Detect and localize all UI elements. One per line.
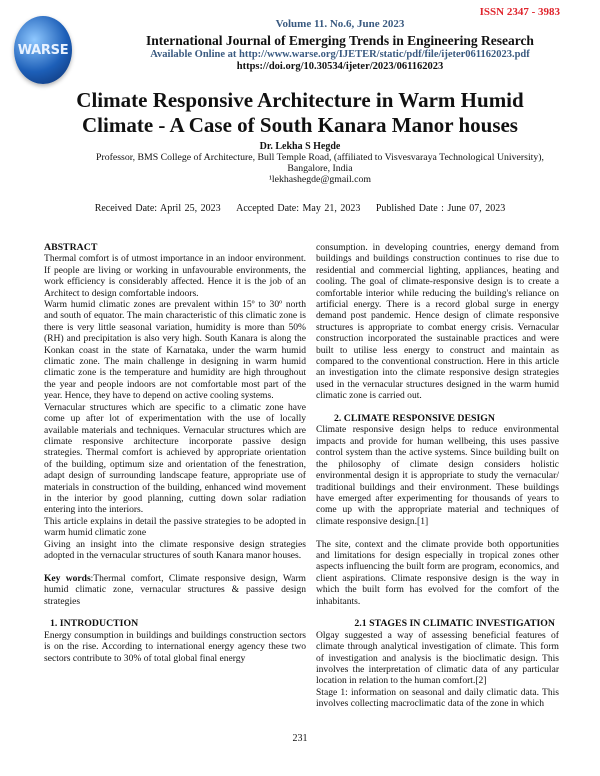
journal-name: International Journal of Emerging Trends in Engineering Research <box>146 33 534 48</box>
logo-text: WARSE <box>17 42 69 58</box>
page-number: 231 <box>292 733 308 744</box>
available-online-link[interactable]: Available Online at http://www.warse.org/IJETER/static/pdf/file/ijeter061162023.pdf <box>150 49 530 60</box>
author: Dr. Lekha S Hegde <box>259 141 341 152</box>
paragraph: Thermal comfort is of utmost importance in an indoor environment. If people are living or working in unfavourable environments, the work efficiency is considerably affected. Hence it is the job of an Architect to design comfortable indoors. <box>44 253 306 299</box>
section-2-heading: 2. CLIMATE RESPONSIVE DESIGN <box>334 413 495 425</box>
affiliation <box>40 152 600 185</box>
accepted-date: Accepted Date: May 21, 2023 <box>236 203 361 214</box>
left-column <box>44 242 306 664</box>
paragraph: Climate responsive design helps to reduce environmental impacts and provide for human wellbeing, this uses passive control system than the active systems. Since building built on the philosophy of climate design considers holistic environmental design it is appropriate to study the vernacular/ traditional buildings and their environment. These buildings have emerged after experimenting for thousands of years to come up with the appropriate material and techniques of climate responsive design.[1] <box>316 424 559 527</box>
section-2-1-heading: 2.1 STAGES IN CLIMATIC INVESTIGATION <box>354 618 555 630</box>
paragraph: Warm humid climatic zones are prevalent within 15º to 30º north and south of equator. The main characteristic of this climatic zone is there is very little seasonal variation, humidity is more than 50% (RH) and precipitation is also very high. South Kanara is along the Konkan coast in the state of Karnataka, under the warm humid climatic zone. The main challenge in designing in warm humid climatic zone is the temperature and humidity are high throughout the year and people indoors are not comfortable most part of the year. Hence, they have to depend on active cooling systems. <box>44 299 306 402</box>
published-date: Published Date : June 07, 2023 <box>375 203 506 214</box>
paragraph: This article explains in detail the passive strategies to be adopted in warm humid climatic zone <box>44 515 306 539</box>
dates <box>0 203 600 214</box>
paper-title <box>0 88 600 138</box>
doi-link[interactable]: https://doi.org/10.30534/ijeter/2023/061162023 <box>236 61 444 72</box>
paragraph: Energy consumption in buildings and buildings construction sectors is on the rise. According to international energy agency these two sectors contribute to 30% of total global final energy <box>44 629 306 664</box>
keywords-text: :Thermal comfort, Climate responsive design, Warm humid climatic zone, vernacular structures & passive design strategies <box>44 572 306 607</box>
paragraph: Stage 1: information on seasonal and daily climatic data. This involves collecting macroclimatic data of the zone in which <box>316 686 559 710</box>
affiliation-line: Professor, BMS College of Architecture, Bull Temple Road, (affiliated to Visvesvaraya Technological University), <box>95 152 545 163</box>
paragraph: Olgay suggested a way of assessing beneficial features of climate through analytical investigation of climate. This form of investigation and analysis is the bioclimatic design. This involves the interpretation of climatic data of any particular location in relation to the human comfort.[2] <box>316 629 559 687</box>
issn: ISSN 2347 - 3983 <box>479 6 560 18</box>
keywords-label: Key words <box>44 572 91 584</box>
paragraph: Giving an insight into the climate responsive design strategies adopted in the vernacular structures of south Kanara manor houses. <box>44 538 306 561</box>
volume-info: Volume 11. No.6, June 2023 <box>275 18 405 30</box>
paragraph: The site, context and the climate provide both opportunities and limitations for design especially in tropical zones other aspects influencing the built form are program, economics, and client aspirations. Climate responsive design is the way in which the built form has evolved for the comfort of the inhabitants. <box>316 538 559 607</box>
paragraph: consumption. in developing countries, energy demand from buildings and buildings construction continues to rise due to residential and commercial lighting, appliances, heating and cooling. The goal of climate-responsive design is to create a comfortable interior while reducing the building's reliance on artificial energy. There is a record global surge in energy demand post pandemic. Hence design of climate responsive structures is appropriate to combat energy crisis. Vernacular construction incorporated the sustainable practices and were built to utilise less energy to construct and maintain as compared to the conventional construction. Here in this article an investigation into the climate responsive design strategies used in the vernacular structures designed in the warm humid climatic zone is carried out. <box>316 242 559 402</box>
author-email: ¹lekhashegde@gmail.com <box>268 174 371 185</box>
right-column <box>316 242 559 710</box>
received-date: Received Date: April 25, 2023 <box>94 203 221 214</box>
introduction-heading: 1. INTRODUCTION <box>50 618 139 630</box>
title-line: Climate - A Case of South Kanara Manor houses <box>82 113 518 137</box>
affiliation-line: Bangalore, India <box>287 163 353 174</box>
paragraph: Vernacular structures which are specific to a climatic zone have come up after lot of experimentation with the use of locally available materials and techniques. Vernacular structures which are climate responsive architecture incorporate passive design strategies. Thermal comfort is achieved by appropriate orientation of the building, optimum size and orientation of the fenestration, adapt design of surrounding landscape feature, appropriate use of materials in construction of the building, enhanced wind movement in the interior by good planning, cutting down solar radiation entering into the interiors. <box>44 401 306 516</box>
keywords <box>44 573 306 607</box>
title-line: Climate Responsive Architecture in Warm Humid <box>76 88 524 112</box>
abstract-heading: ABSTRACT <box>44 242 98 253</box>
